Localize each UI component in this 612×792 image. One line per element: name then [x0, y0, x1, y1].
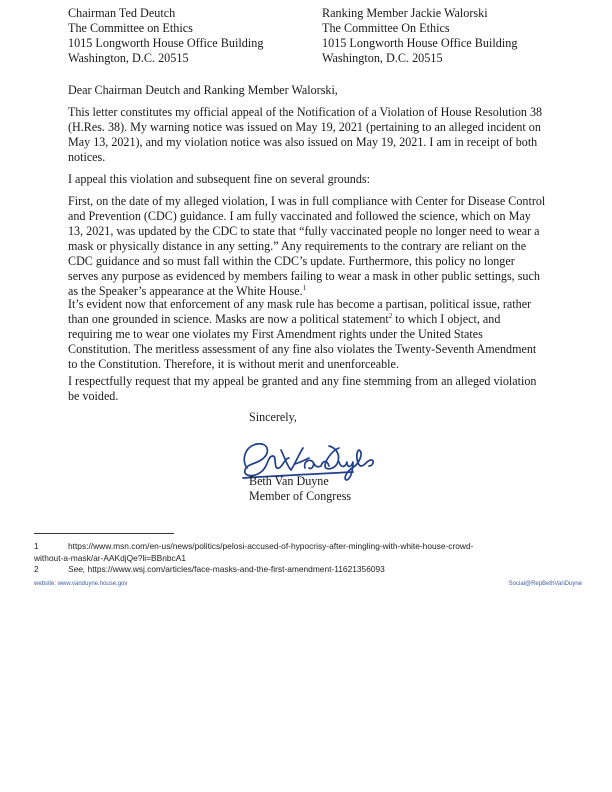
signer-block [249, 474, 351, 504]
footnote-ref-2: 2 [388, 311, 393, 320]
paragraph-appeal-statement [68, 105, 546, 165]
footnote-ref-1: 1 [302, 283, 307, 292]
signer-name: Beth Van Duyne [249, 474, 329, 488]
addressee-ranking-member [322, 6, 517, 66]
footnote-divider [34, 533, 174, 534]
footnote-number: 1 [34, 541, 39, 551]
paragraph-text: This letter constitutes my official appeal of the Notification of a Violation of House Resolution 38 (H.Res. 38). My warning notice was issued on May 19, 2021 (pertaining to an alleged incident on May 13, 2021), and my violation notice was also issued on May 19, 2021. I am in receipt of both notices. [68, 105, 543, 164]
footnote-2 [34, 563, 385, 575]
addressee-line: 1015 Longworth House Office Building [68, 36, 264, 50]
addressee-line: The Committee On Ethics [322, 21, 450, 35]
paragraph-text: I appeal this violation and subsequent fine on several grounds: [68, 172, 370, 186]
footnote-link[interactable]: https://www.msn.com/en-us/news/politics/pelosi-accused-of-hypocrisy-after-mingling-with-white-house-crowd-without-a-mask/ar-AAKdjQe?li=BBnbcA1 [34, 541, 474, 563]
signer-title: Member of Congress [249, 489, 352, 503]
addressee-line: Washington, D.C. 20515 [68, 51, 189, 65]
closing: Sincerely, [249, 410, 297, 424]
addressee-line: The Committee on Ethics [68, 21, 193, 35]
footnote-see: See, [68, 564, 86, 574]
addressee-chairman [68, 6, 263, 66]
paragraph-cdc-compliance [68, 194, 546, 299]
footnote-number: 2 [34, 564, 39, 574]
paragraph-text: to which I object, and requiring me to wear one violates my First Amendment rights under the United States Constitution. The meritless assessment of any fine also violates the Twenty-Seventh Amendment to the Constitution. Therefore, it is without merit and unenforceable. [68, 312, 537, 371]
addressee-line: 1015 Longworth House Office Building [322, 36, 518, 50]
footnote-link[interactable]: https://www.wsj.com/articles/face-masks-and-the-first-amendment-11621356093 [85, 564, 385, 574]
paragraph-political-issue [68, 297, 546, 372]
footer-social[interactable]: Social@RepBethVanDuyne [508, 581, 582, 587]
addressee-line: Washington, D.C. 20515 [322, 51, 443, 65]
paragraph-grounds-intro [68, 172, 546, 187]
addressee-line: Ranking Member Jackie Walorski [322, 6, 488, 20]
footnote-1 [34, 540, 494, 564]
paragraph-text: First, on the date of my alleged violation, I was in full compliance with Center for Disease Control and Prevention (CDC) guidance. I am fully vaccinated and followed the science, which on May 13, 2021, was updated by the CDC to state that “fully vaccinated people no longer need to wear a mask or physically distance in any setting.” Any requirements to the contrary are reliant on the CDC guidance and so must fall within the CDC’s update. Furthermore, this policy no longer serves any purpose as evidenced by members failing to wear a mask in other public settings, such as the Speaker’s appearance at the White House. [68, 194, 546, 298]
paragraph-request [68, 374, 546, 404]
paragraph-text: It’s evident now that enforcement of any mask rule has become a partisan, political issue, rather than one grounded in science. Masks are now a political statement [68, 297, 532, 326]
addressee-line: Chairman Ted Deutch [68, 6, 176, 20]
paragraph-text: I respectfully request that my appeal be granted and any fine stemming from an alleged violation be voided. [68, 374, 537, 403]
footer-website[interactable]: website: www.vanduyne.house.gov [34, 581, 128, 587]
salutation: Dear Chairman Deutch and Ranking Member Walorski, [68, 83, 338, 97]
